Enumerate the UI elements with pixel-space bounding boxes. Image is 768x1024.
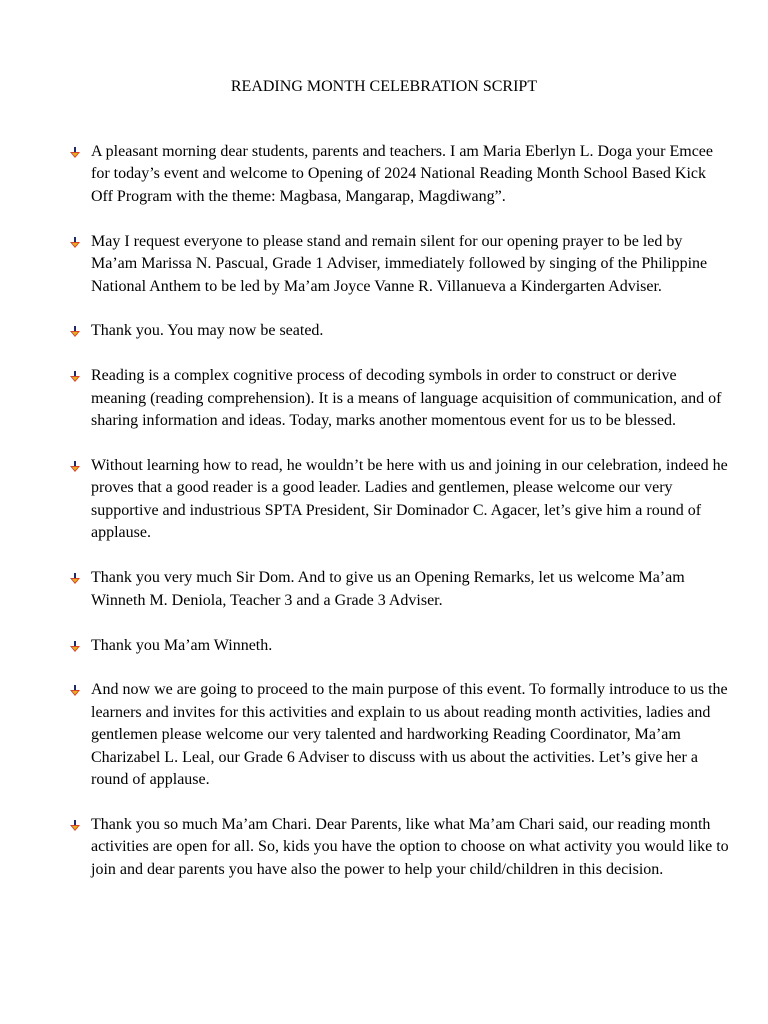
arrow-down-bullet-icon	[70, 820, 80, 832]
item-text: Thank you very much Sir Dom. And to give us an Opening Remarks, let us welcome Ma’am Winneth M. Deniola, Teacher 3 and a Grade 3 Adviser.	[91, 569, 685, 609]
item-text: Thank you so much Ma’am Chari. Dear Parents, like what Ma’am Chari said, our reading month activities are open for all. So, kids you have the option to choose on what activity you would like to join and dear parents you have also the power to help your child/children in this decision.	[91, 815, 729, 878]
list-item	[70, 365, 730, 432]
list-item	[70, 814, 730, 881]
document-title: READING MONTH CELEBRATION SCRIPT	[230, 78, 538, 95]
list-item	[70, 141, 730, 208]
item-text: May I request everyone to please stand and remain silent for our opening prayer to be led by Ma’am Marissa N. Pascual, Grade 1 Adviser, immediately followed by singing of the Philippine National Anthem to be led by Ma’am Joyce Vanne R. Villanueva a Kindergarten Adviser.	[91, 232, 708, 295]
arrow-down-bullet-icon	[70, 685, 80, 697]
arrow-down-bullet-icon	[70, 326, 80, 338]
item-text: And now we are going to proceed to the main purpose of this event. To formally introduce to us the learners and invites for this activities and explain to us about reading month activities, ladies and gentlemen please welcome our very talented and hardworking Reading Coordinator, Ma’am Charizabel L. Leal, our Grade 6 Adviser to discuss with us about the activities. Let’s give her a round of applause.	[91, 681, 728, 789]
arrow-down-bullet-icon	[70, 371, 80, 383]
list-item	[70, 679, 730, 791]
arrow-down-bullet-icon	[70, 461, 80, 473]
arrow-down-bullet-icon	[70, 237, 80, 249]
list-item	[70, 455, 730, 545]
list-item	[70, 567, 730, 612]
item-text: Thank you. You may now be seated.	[91, 322, 324, 340]
list-item	[70, 231, 730, 298]
arrow-down-bullet-icon	[70, 147, 80, 159]
list-item	[70, 635, 730, 657]
arrow-down-bullet-icon	[70, 641, 80, 653]
script-list	[70, 141, 730, 904]
arrow-down-bullet-icon	[70, 573, 80, 585]
item-text: Thank you Ma’am Winneth.	[91, 636, 273, 654]
item-text: A pleasant morning dear students, parents and teachers. I am Maria Eberlyn L. Doga your Emcee for today’s event and welcome to Opening of 2024 National Reading Month School Based Kick Off Program with the theme: Magbasa, Mangarap, Magdiwang”.	[91, 143, 714, 205]
item-text: Without learning how to read, he wouldn’t be here with us and joining in our celebration, indeed he proves that a good reader is a good leader. Ladies and gentlemen, please welcome our very supportive and industrious SPTA President, Sir Dominador C. Agacer, let’s give him a round of applause.	[91, 457, 728, 542]
list-item	[70, 320, 730, 342]
item-text: Reading is a complex cognitive process of decoding symbols in order to construct or derive meaning (reading comprehension). It is a means of language acquisition of communication, and of sharing information and ideas. Today, marks another momentous event for us to be blessed.	[91, 367, 722, 430]
